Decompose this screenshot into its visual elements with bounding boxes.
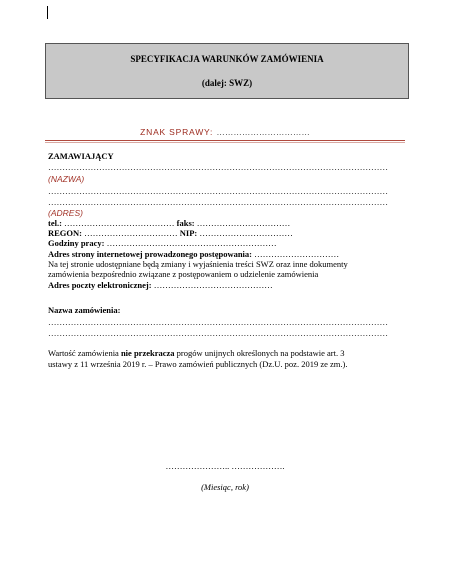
order-dots-1[interactable]: ………………………………………………………………………………………………………… — [48, 317, 388, 327]
info-text-1: Na tej stronie udostępniane będą zmiany i wyjaśnienia treści SWZ oraz inne dokumenty — [48, 259, 348, 269]
date-caption: (Miesiąc, rok) — [201, 482, 249, 492]
tel-label: tel.: — [48, 218, 62, 228]
website-label: Adres strony internetowej prowadzonego postępowania: — [48, 249, 252, 259]
hours-line — [48, 238, 277, 248]
document-title: SPECYFIKACJA WARUNKÓW ZAMÓWIENIA — [130, 54, 324, 64]
contracting-dots-2[interactable]: ………………………………………………………………………………………………………… — [48, 186, 388, 196]
text-cursor — [47, 6, 48, 19]
regon-dots[interactable]: …………………………… — [82, 228, 178, 238]
contracting-heading: ZAMAWIAJĄCY — [48, 151, 114, 161]
email-line — [48, 280, 273, 290]
case-number-dots[interactable]: …………………………… — [216, 127, 310, 137]
regon-nip-line — [48, 228, 293, 238]
website-dots[interactable]: ………………………… — [252, 249, 340, 259]
value-part2: progów unijnych określonych na podstawie art. 3 — [174, 348, 345, 358]
fax-dots[interactable]: …………………………… — [194, 218, 291, 228]
nip-label: NIP: — [177, 228, 198, 238]
case-number-label: ZNAK SPRAWY: — [140, 127, 214, 137]
tel-fax-line — [48, 218, 290, 228]
email-dots[interactable]: …………………………………… — [151, 280, 273, 290]
date-dots[interactable]: ………………….. ………………. — [165, 461, 285, 471]
order-dots-2[interactable]: ………………………………………………………………………………………………………… — [48, 328, 388, 338]
nip-dots[interactable]: …………………………… — [197, 228, 293, 238]
address-placeholder[interactable]: (ADRES) — [48, 208, 83, 218]
divider-line-secondary — [45, 142, 405, 143]
value-text-1 — [48, 348, 345, 358]
hours-label: Godziny pracy: — [48, 238, 105, 248]
value-part1: Wartość zamówienia — [48, 348, 121, 358]
website-line — [48, 249, 339, 259]
contracting-dots-1[interactable]: ………………………………………………………………………………………………………… — [48, 162, 388, 172]
order-name-heading: Nazwa zamówienia: — [48, 305, 121, 315]
title-box — [45, 43, 409, 99]
case-number — [0, 127, 450, 137]
value-bold: nie przekracza — [120, 348, 175, 358]
value-text-2: ustawy z 11 września 2019 r. – Prawo zamówień publicznych (Dz.U. poz. 2019 ze zm.). — [48, 359, 348, 369]
contracting-dots-3[interactable]: ………………………………………………………………………………………………………… — [48, 197, 388, 207]
name-placeholder[interactable]: (NAZWA) — [48, 174, 85, 184]
tel-dots[interactable]: ………………………………… — [61, 218, 175, 228]
email-label: Adres poczty elektronicznej: — [48, 280, 152, 290]
regon-label: REGON: — [48, 228, 82, 238]
info-text-2: zamówienia bezpośrednio związane z postępowaniem o udzielenie zamówienia — [48, 269, 319, 279]
divider-line — [45, 140, 405, 141]
fax-label: faks: — [174, 218, 195, 228]
hours-dots[interactable]: …………………………………………………… — [104, 238, 277, 248]
document-subtitle: (dalej: SWZ) — [201, 78, 253, 88]
